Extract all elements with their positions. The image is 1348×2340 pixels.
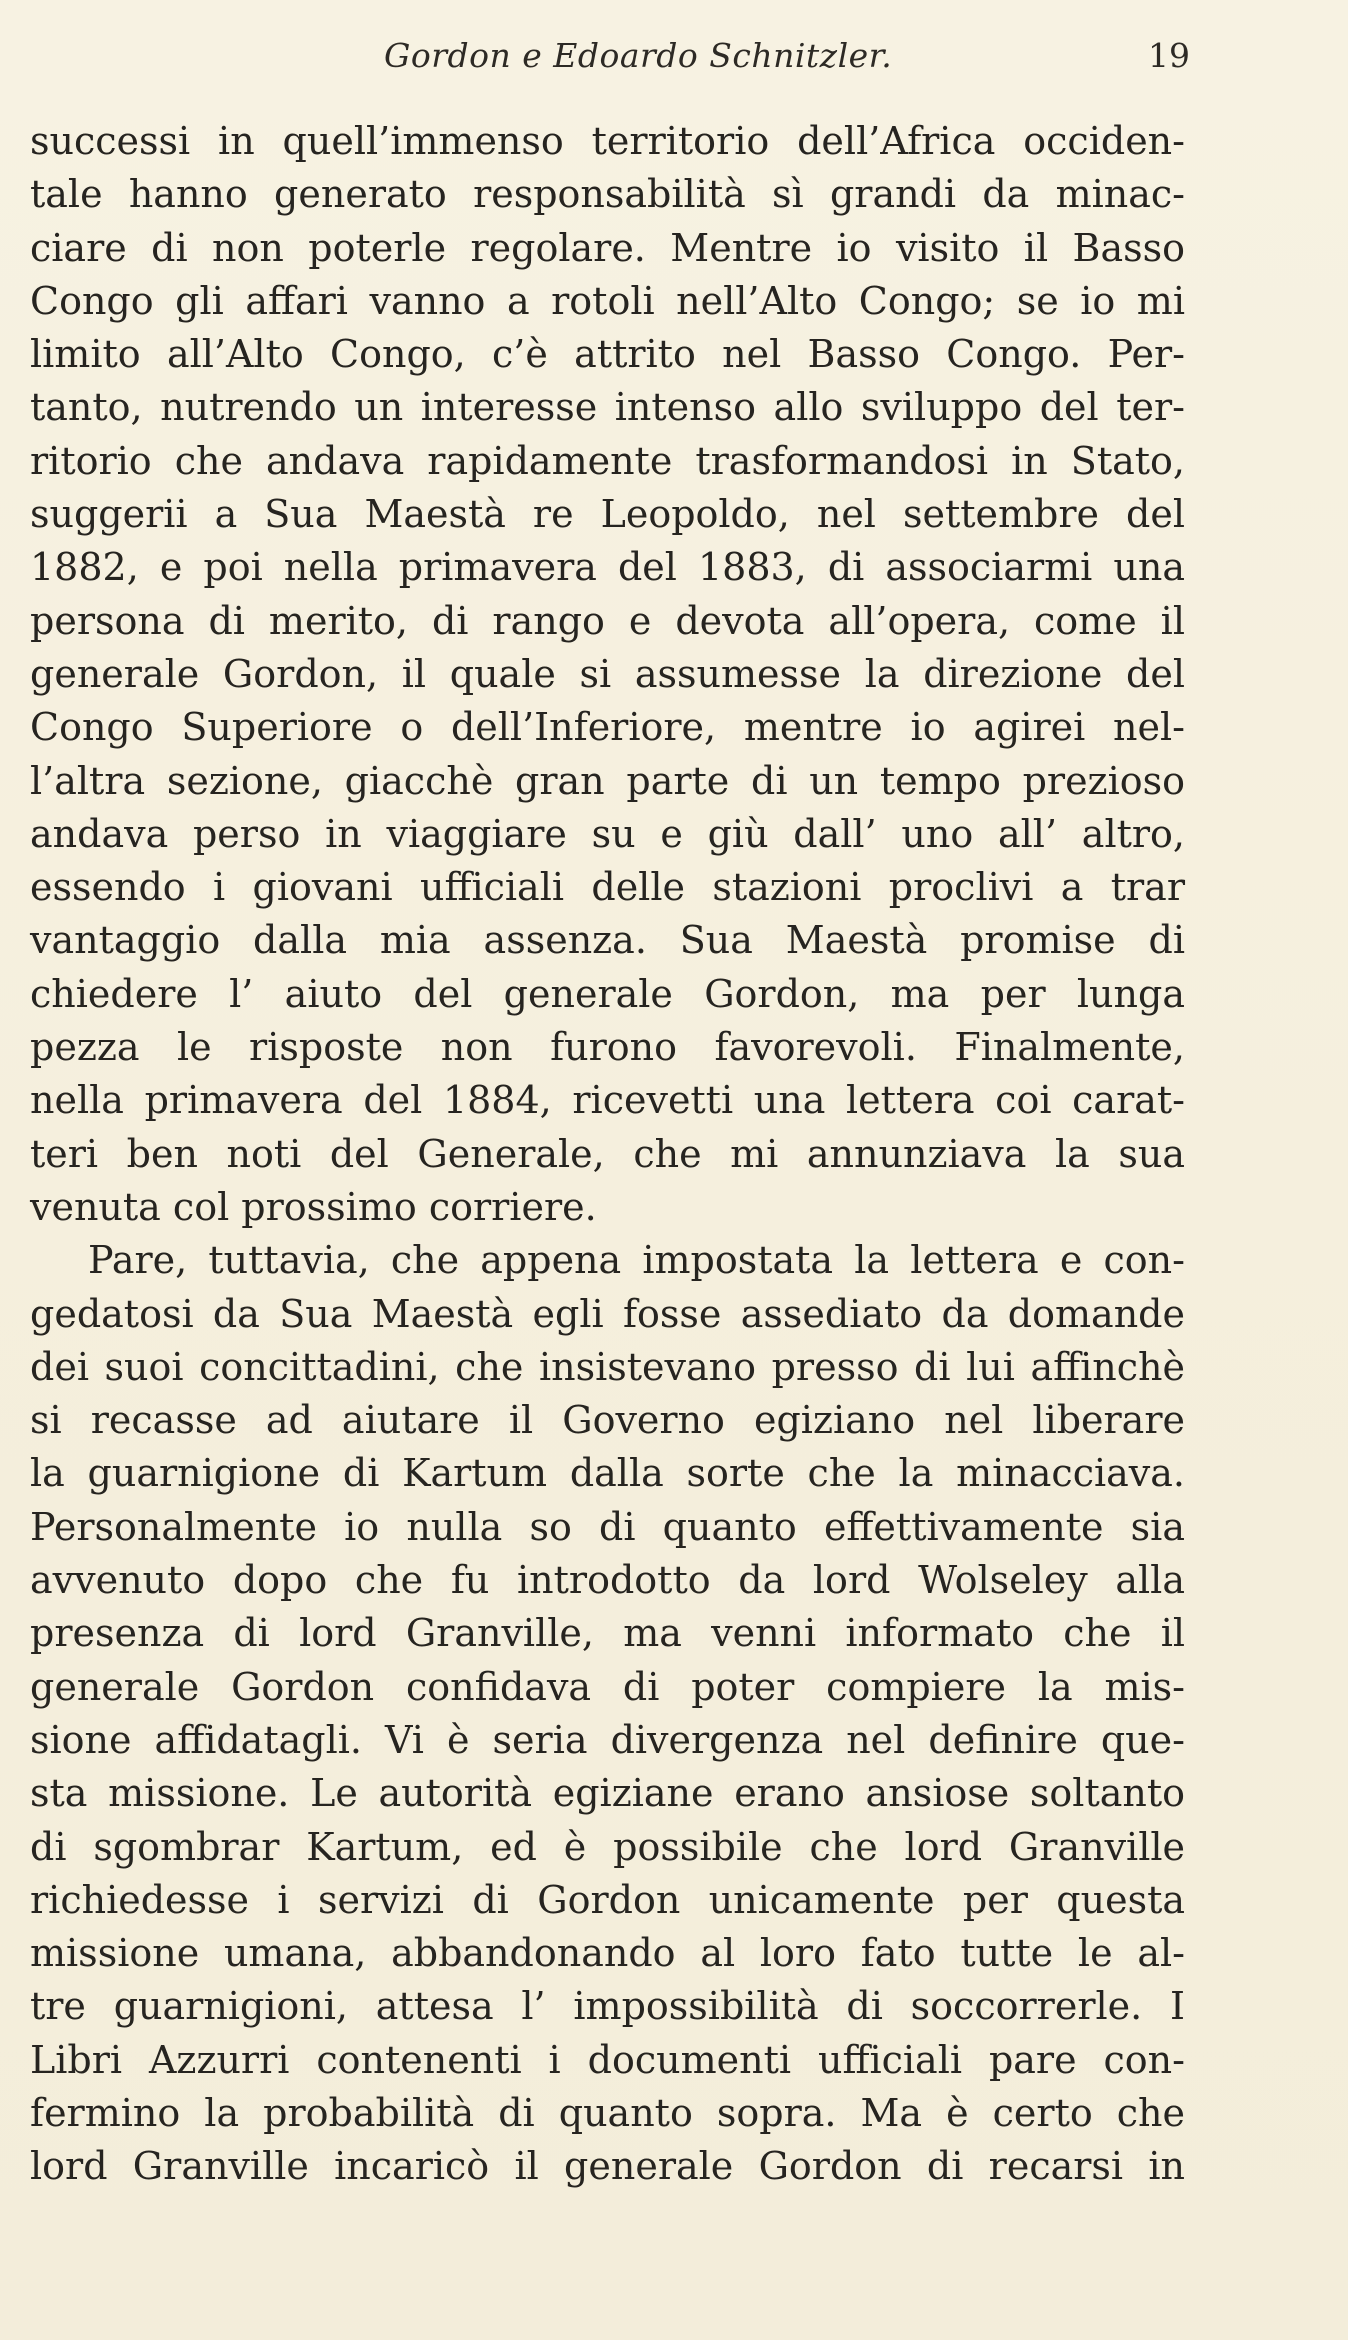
text-line: nella primavera del 1884, ricevetti una lettera coi carat- (30, 1078, 1185, 1123)
page-number: 19 (1148, 36, 1190, 75)
text-line: successi in quell’immenso territorio dell’Africa occiden- (30, 119, 1185, 163)
text-line: Libri Azzurri contenenti i documenti ufficiali pare con- (30, 2037, 1185, 2082)
text-line: sta missione. Le autorità egiziane erano ansiose soltanto (30, 1771, 1185, 1816)
paragraph-2 (30, 1234, 1185, 2193)
text-line: generale Gordon confidava di poter compiere la mis- (30, 1664, 1185, 1709)
text-line: la guarnigione di Kartum dalla sorte che la minacciava. (30, 1451, 1185, 1496)
text-line: fermino la probabilità di quanto sopra. Ma è certo che (30, 2090, 1185, 2135)
text-line: si recasse ad aiutare il Governo egiziano nel liberare (30, 1398, 1185, 1443)
text-line: limito all’Alto Congo, c’è attrito nel Basso Congo. Per- (30, 332, 1185, 377)
text-line: dei suoi concittadini, che insistevano presso di lui affinchè (30, 1344, 1185, 1389)
text-line: generale Gordon, il quale si assumesse la direzione del (30, 651, 1185, 696)
text-line: andava perso in viaggiare su e giù dall’ uno all’ altro, (30, 811, 1185, 856)
text-line: venuta col prossimo corriere. (30, 1184, 597, 1229)
paragraph-1 (30, 115, 1185, 1234)
text-line: tale hanno generato responsabilità sì grandi da minac- (30, 172, 1185, 217)
running-title: Gordon e Edoardo Schnitzler. (384, 36, 893, 75)
text-line: di sgombrar Kartum, ed è possibile che lord Granville (30, 1824, 1185, 1869)
text-line: persona di merito, di rango e devota all’opera, come il (30, 598, 1185, 643)
running-head (0, 30, 1348, 90)
text-line: 1882, e poi nella primavera del 1883, di associarmi una (30, 545, 1185, 590)
text-line: teri ben noti del Generale, che mi annunziava la sua (30, 1131, 1185, 1176)
text-line: ciare di non poterle regolare. Mentre io visito il Basso (30, 225, 1185, 270)
text-line: l’altra sezione, giacchè gran parte di un tempo prezioso (30, 758, 1185, 803)
text-line: pezza le risposte non furono favorevoli. Finalmente, (30, 1025, 1185, 1070)
text-line: Congo Superiore o dell’Inferiore, mentre io agirei nel- (30, 705, 1185, 750)
text-line: Personalmente io nulla so di quanto effettivamente sia (30, 1504, 1185, 1549)
text-line: essendo i giovani ufficiali delle stazioni proclivi a trar (30, 865, 1185, 910)
text-line: ritorio che andava rapidamente trasformandosi in Stato, (30, 438, 1185, 483)
text-line: Pare, tuttavia, che appena impostata la lettera e con- (88, 1238, 1185, 1283)
text-line: avvenuto dopo che fu introdotto da lord Wolseley alla (30, 1558, 1185, 1603)
text-line: sione affidatagli. Vi è seria divergenza nel definire que- (30, 1717, 1185, 1762)
body-text (30, 115, 1185, 2194)
text-line: presenza di lord Granville, ma venni informato che il (30, 1611, 1185, 1656)
text-line: gedatosi da Sua Maestà egli fosse assediato da domande (30, 1291, 1185, 1336)
text-line: suggerii a Sua Maestà re Leopoldo, nel settembre del (30, 492, 1185, 537)
text-line: lord Granville incaricò il generale Gordon di recarsi in (30, 2144, 1185, 2189)
text-line: tre guarnigioni, attesa l’ impossibilità di soccorrerle. I (30, 1984, 1185, 2029)
text-line: Congo gli affari vanno a rotoli nell’Alto Congo; se io mi (30, 278, 1185, 323)
text-line: richiedesse i servizi di Gordon unicamente per questa (30, 1877, 1185, 1922)
text-line: missione umana, abbandonando al loro fato tutte le al- (30, 1931, 1185, 1976)
text-line: tanto, nutrendo un interesse intenso allo sviluppo del ter- (30, 385, 1185, 430)
text-line: chiedere l’ aiuto del generale Gordon, ma per lunga (30, 971, 1185, 1016)
text-line: vantaggio dalla mia assenza. Sua Maestà promise di (30, 918, 1185, 963)
